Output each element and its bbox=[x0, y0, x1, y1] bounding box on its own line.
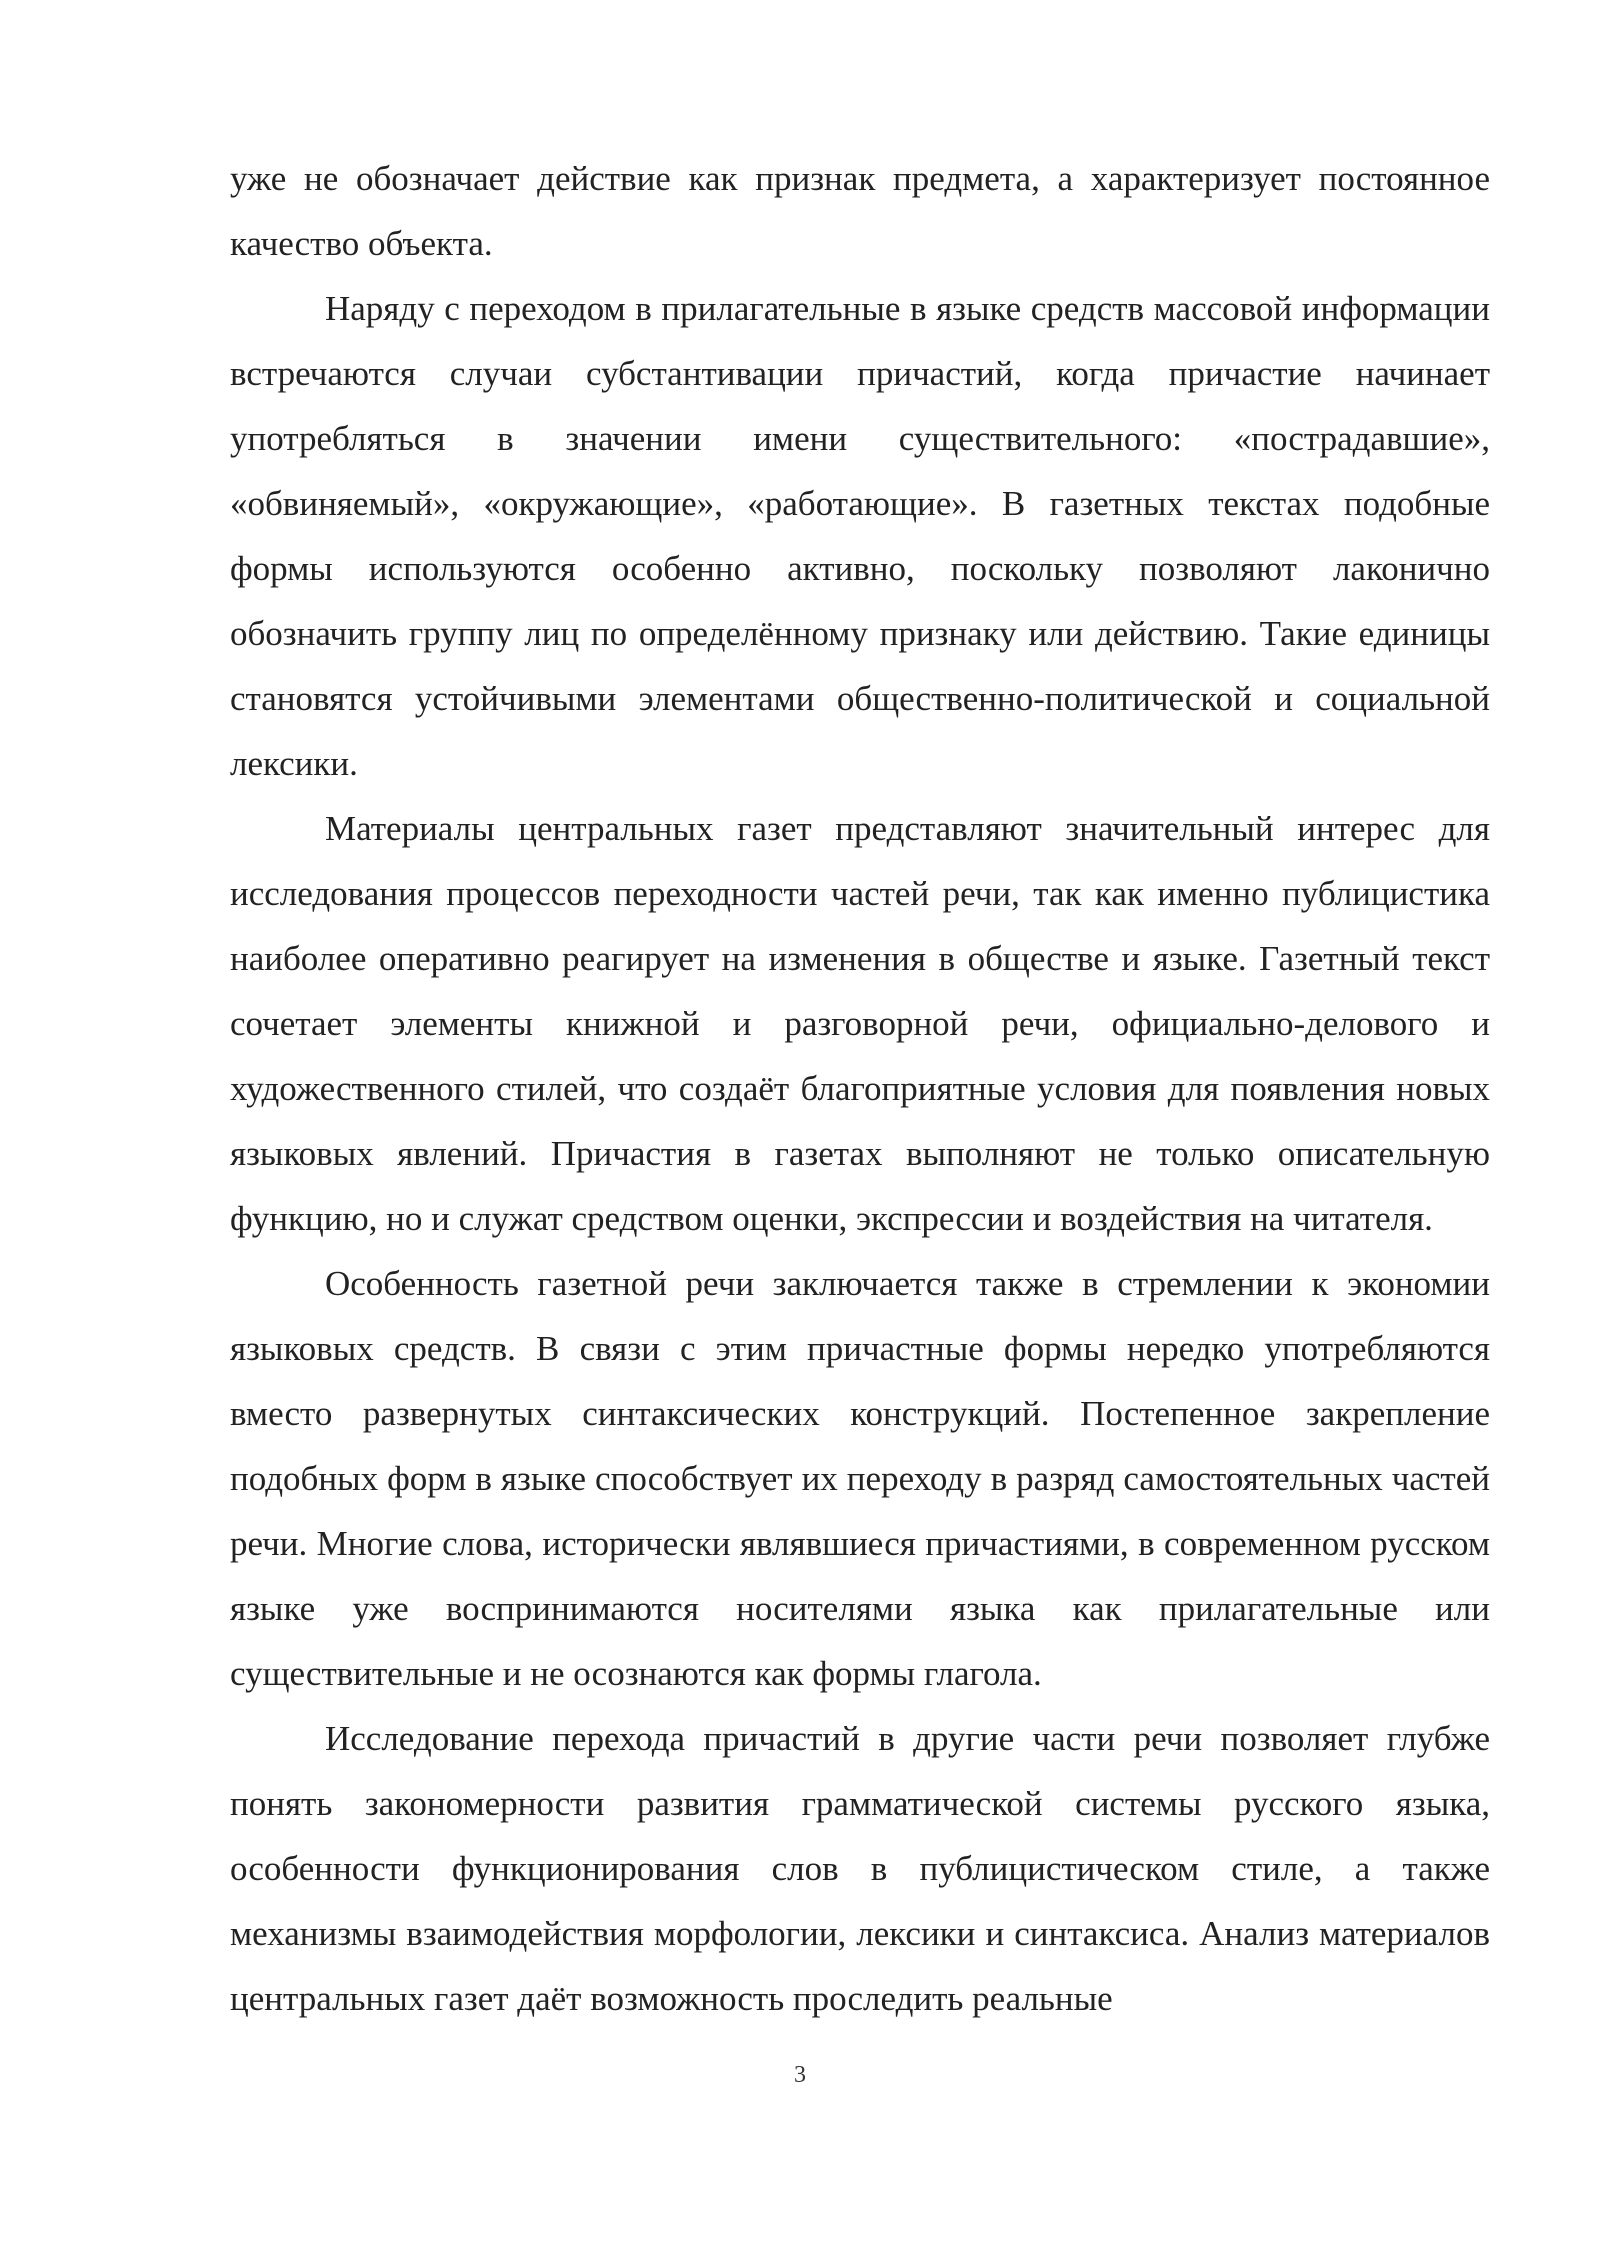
page-number: 3 bbox=[794, 2062, 806, 2088]
paragraph-economy-of-means: Особенность газетной речи заключается также в стремлении к экономии языковых средств. В связи с этим причастные формы нередко употребляются вместо развернутых синтаксических конструкций. Постепенное закрепление подобных форм в языке способствует их переходу в разряд самостоятельных частей речи. Многие слова, исторически являвшиеся причастиями, в современном русском языке уже воспринимаются носителями языка как прилагательные или существительные и не осознаются как формы глагола. bbox=[230, 1264, 1490, 1693]
paragraph-central-newspapers: Материалы центральных газет представляют значительный интерес для исследования процессов переходности частей речи, так как именно публицистика наиболее оперативно реагирует на изменения в обществе и языке. Газетный текст сочетает элементы книжной и разговорной речи, официально-делового и художественного стилей, что создаёт благоприятные условия для появления новых языковых явлений. Причастия в газетах выполняют не только описательную функцию, но и служат средством оценки, экспрессии и воздействия на читателя. bbox=[230, 809, 1490, 1238]
paragraph-continuation: уже не обозначает действие как признак предмета, а характеризует постоянное качество объекта. bbox=[230, 159, 1490, 263]
paragraph-research-significance: Исследование перехода причастий в другие части речи позволяет глубже понять закономерности развития грамматической системы русского языка, особенности функционирования слов в публицистическом стиле, а также механизмы взаимодействия морфологии, лексики и синтаксиса. Анализ материалов центральных газет даёт возможность проследить реальные bbox=[230, 1719, 1490, 2018]
paragraph-substantivation: Наряду с переходом в прилагательные в языке средств массовой информации встречаются случаи субстантивации причастий, когда причастие начинает употребляться в значении имени существительного: «пострадавшие», «обвиняемый», «окружающие», «работающие». В газетных текстах подобные формы используются особенно активно, поскольку позволяют лаконично обозначить группу лиц по определённому признаку или действию. Такие единицы становятся устойчивыми элементами общественно-политической и социальной лексики. bbox=[230, 289, 1490, 783]
body-text bbox=[230, 146, 1490, 2031]
